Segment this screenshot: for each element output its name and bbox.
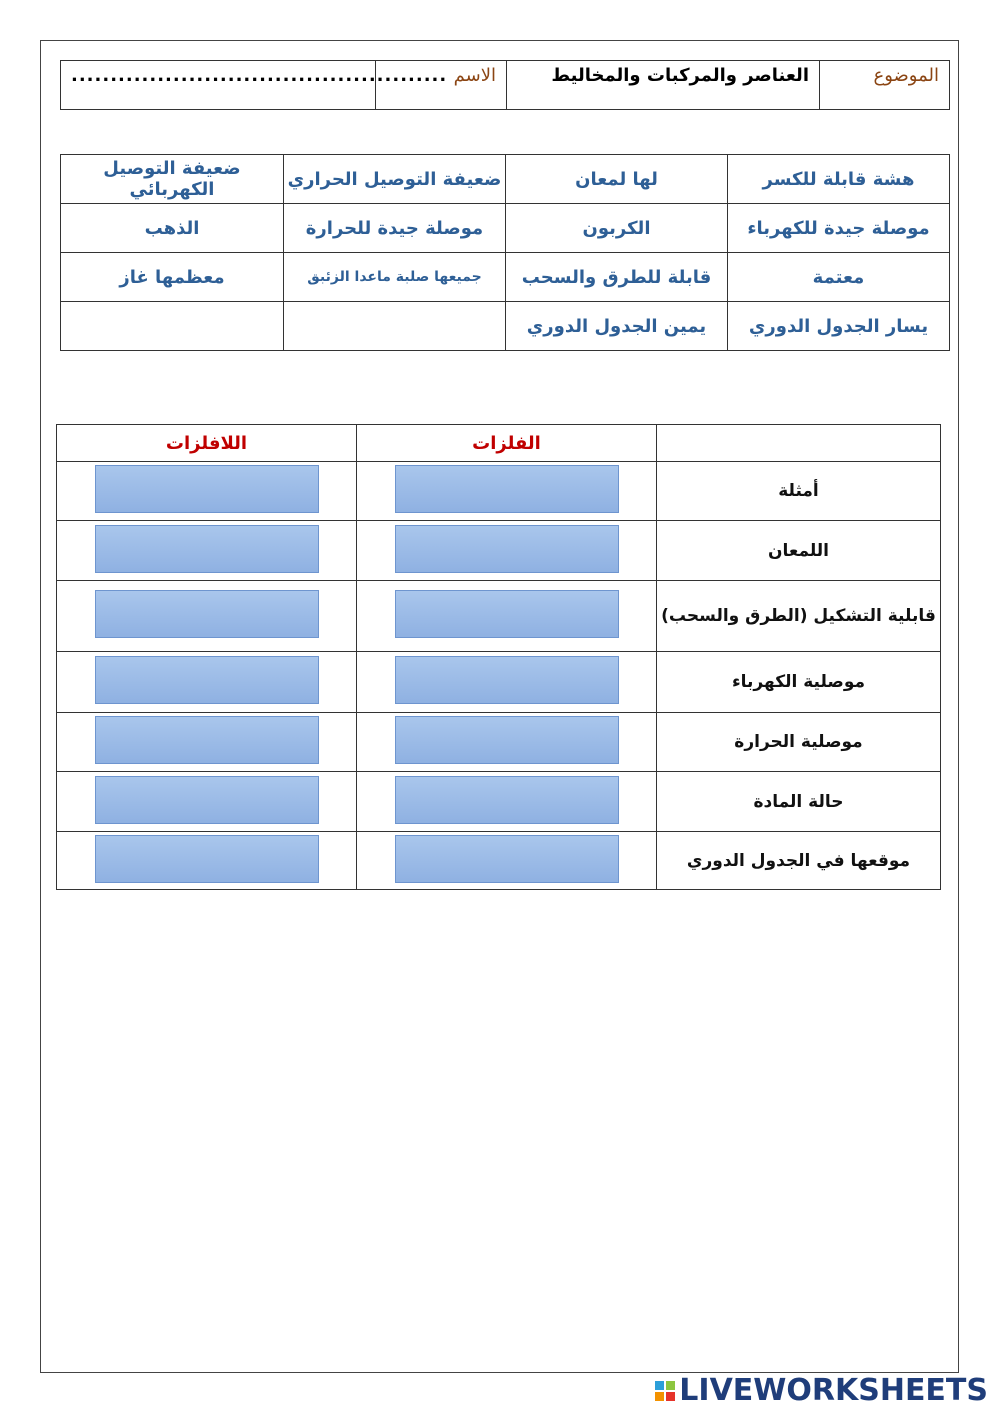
nonmetals-cell xyxy=(57,772,357,832)
word-chip[interactable]: يمين الجدول الدوري xyxy=(506,302,728,351)
word-chip[interactable]: موصلة جيدة للحرارة xyxy=(284,204,506,253)
drop-zone-nonmetals[interactable] xyxy=(95,590,319,638)
drop-zone-metals[interactable] xyxy=(395,590,619,638)
column-header-nonmetals: اللافلزات xyxy=(57,425,357,462)
drop-zone-nonmetals[interactable] xyxy=(95,835,319,883)
empty-cell xyxy=(284,302,506,351)
word-chip[interactable]: قابلة للطرق والسحب xyxy=(506,253,728,302)
drop-zone-nonmetals[interactable] xyxy=(95,525,319,573)
name-label: الاسم xyxy=(376,61,507,110)
empty-cell xyxy=(61,302,284,351)
header-table xyxy=(60,60,950,110)
metals-cell xyxy=(357,772,657,832)
word-chip[interactable]: معتمة xyxy=(728,253,950,302)
nonmetals-cell xyxy=(57,832,357,890)
word-bank xyxy=(60,154,950,351)
metals-cell xyxy=(357,652,657,713)
name-field[interactable]: ................................................ xyxy=(61,61,376,110)
drop-zone-nonmetals[interactable] xyxy=(95,716,319,764)
row-label: أمثلة xyxy=(657,462,941,521)
nonmetals-cell xyxy=(57,521,357,581)
word-chip[interactable]: ضعيفة التوصيل الحراري xyxy=(284,155,506,204)
drop-zone-metals[interactable] xyxy=(395,776,619,824)
nonmetals-cell xyxy=(57,581,357,652)
word-chip[interactable]: لها لمعان xyxy=(506,155,728,204)
drop-zone-metals[interactable] xyxy=(395,716,619,764)
word-chip[interactable]: الكربون xyxy=(506,204,728,253)
metals-cell xyxy=(357,462,657,521)
liveworksheets-logo xyxy=(655,1373,988,1408)
corner-cell xyxy=(657,425,941,462)
row-label: موصلية الكهرباء xyxy=(657,652,941,713)
nonmetals-cell xyxy=(57,652,357,713)
topic-value: العناصر والمركبات والمخاليط xyxy=(507,61,820,110)
row-label: حالة المادة xyxy=(657,772,941,832)
drop-zone-nonmetals[interactable] xyxy=(95,465,319,513)
topic-label: الموضوع xyxy=(820,61,950,110)
nonmetals-cell xyxy=(57,713,357,772)
logo-icon xyxy=(655,1381,675,1401)
row-label: موصلية الحرارة xyxy=(657,713,941,772)
drop-zone-metals[interactable] xyxy=(395,525,619,573)
drop-zone-metals[interactable] xyxy=(395,465,619,513)
drop-zone-nonmetals[interactable] xyxy=(95,656,319,704)
word-chip[interactable]: الذهب xyxy=(61,204,284,253)
word-chip[interactable]: هشة قابلة للكسر xyxy=(728,155,950,204)
metals-cell xyxy=(357,521,657,581)
row-label: موقعها في الجدول الدوري xyxy=(657,832,941,890)
row-label: قابلية التشكيل (الطرق والسحب) xyxy=(657,581,941,652)
nonmetals-cell xyxy=(57,462,357,521)
comparison-table xyxy=(56,424,941,890)
metals-cell xyxy=(357,581,657,652)
word-chip[interactable]: ضعيفة التوصيل الكهربائي xyxy=(61,155,284,204)
drop-zone-metals[interactable] xyxy=(395,835,619,883)
metals-cell xyxy=(357,832,657,890)
drop-zone-metals[interactable] xyxy=(395,656,619,704)
logo-text: LIVEWORKSHEETS xyxy=(679,1373,988,1408)
word-chip[interactable]: يسار الجدول الدوري xyxy=(728,302,950,351)
word-chip[interactable]: جميعها صلبة ماعدا الزئبق xyxy=(284,253,506,302)
word-chip[interactable]: موصلة جيدة للكهرباء xyxy=(728,204,950,253)
column-header-metals: الفلزات xyxy=(357,425,657,462)
word-chip[interactable]: معظمها غاز xyxy=(61,253,284,302)
row-label: اللمعان xyxy=(657,521,941,581)
drop-zone-nonmetals[interactable] xyxy=(95,776,319,824)
metals-cell xyxy=(357,713,657,772)
